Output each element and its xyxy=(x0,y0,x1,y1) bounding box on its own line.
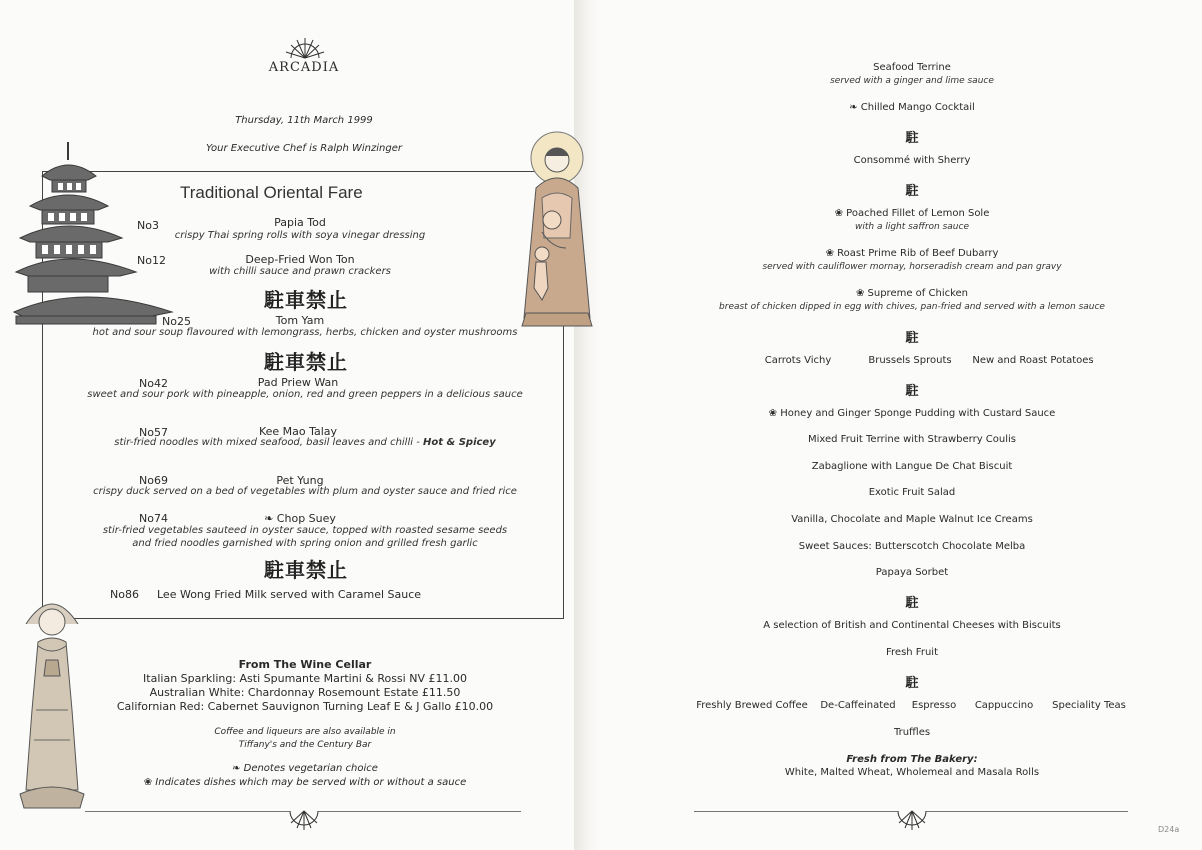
dish-name: Papia Tod xyxy=(274,216,326,229)
bakery-title: Fresh from The Bakery: xyxy=(846,754,978,765)
dish-code: No57 xyxy=(139,426,168,439)
cjk-separator: 駐 xyxy=(905,596,919,611)
wine-line: Italian Sparkling: Asti Spumante Martini & Rossi NV £11.00 xyxy=(143,672,467,685)
dish-description: sweet and sour pork with pineapple, onion, red and green peppers in a delicious sauce xyxy=(87,389,523,400)
cheese-item: A selection of British and Continental Cheeses with Biscuits xyxy=(763,620,1061,631)
menu-date: Thursday, 11th March 1999 xyxy=(235,115,373,126)
dish-description: with chilli sauce and prawn crackers xyxy=(209,266,391,277)
footer-sunburst-icon xyxy=(893,808,931,832)
wine-line: Californian Red: Cabernet Sauvignon Turning Leaf E & J Gallo £10.00 xyxy=(116,700,494,713)
dessert-item: Zabaglione with Langue De Chat Biscuit xyxy=(811,461,1013,472)
dessert-item: Papaya Sorbet xyxy=(875,567,949,578)
vegetarian-note: ❧ Denotes vegetarian choice xyxy=(232,763,378,774)
beverage-item: De-Caffeinated xyxy=(820,700,896,711)
cjk-separator: 駐車禁止 xyxy=(264,288,348,312)
truffles-item: Truffles xyxy=(893,727,931,738)
dish-code: No42 xyxy=(139,377,168,390)
dessert-item: Sweet Sauces: Butterscotch Chocolate Melba xyxy=(798,541,1026,552)
page-code: D24a xyxy=(1158,825,1180,834)
dish-description-line2: and fried noodles garnished with spring onion and grilled fresh garlic xyxy=(132,538,478,549)
dish-name: ❧ Chilled Mango Cocktail xyxy=(849,102,975,113)
dessert-item: Mixed Fruit Terrine with Strawberry Coulis xyxy=(807,434,1017,445)
dish-code: No74 xyxy=(139,512,168,525)
brand-name: ARCADIA xyxy=(268,60,340,75)
dish-name: ❀ Supreme of Chicken xyxy=(855,288,969,299)
dish-name: Kee Mao Talay xyxy=(258,425,338,438)
cjk-separator: 駐車禁止 xyxy=(264,350,348,374)
dish-description: hot and sour soup flavoured with lemongrass, herbs, chicken and oyster mushrooms xyxy=(92,327,518,338)
dish-name: Lee Wong Fried Milk served with Caramel Sauce xyxy=(157,588,422,601)
wine-line: Australian White: Chardonnay Rosemount Estate £11.50 xyxy=(149,686,461,699)
mother-child-illustration-icon xyxy=(512,128,602,330)
dish-description: served with cauliflower mornay, horseradish cream and pan gravy xyxy=(762,262,1062,272)
beverage-item: Freshly Brewed Coffee xyxy=(696,700,808,711)
dish-name: ❧ Chop Suey xyxy=(264,512,336,525)
fruit-item: Fresh Fruit xyxy=(886,647,938,658)
beverage-item: Speciality Teas xyxy=(1052,700,1126,711)
footer-sunburst-icon xyxy=(285,808,323,832)
dish-code: No12 xyxy=(137,254,166,267)
vegetable-item: Carrots Vichy xyxy=(764,355,832,366)
sauce-note: ❀ Indicates dishes which may be served with or without a sauce xyxy=(143,777,467,788)
dish-name: Tom Yam xyxy=(275,314,325,327)
dish-name: ❀ Poached Fillet of Lemon Sole xyxy=(834,208,990,219)
dish-description: served with a ginger and lime sauce xyxy=(830,76,994,86)
dessert-item: Vanilla, Chocolate and Maple Walnut Ice Creams xyxy=(791,514,1033,525)
dish-name: Pet Yung xyxy=(276,474,324,487)
cjk-separator: 駐 xyxy=(905,676,919,691)
dessert-item: ❀ Honey and Ginger Sponge Pudding with Custard Sauce xyxy=(768,408,1056,419)
dish-description: stir-fried vegetables sauteed in oyster sauce, topped with roasted sesame seeds xyxy=(102,525,508,536)
cjk-separator: 駐 xyxy=(905,331,919,346)
dish-name: Seafood Terrine xyxy=(873,62,951,73)
dish-description-text: stir-fried noodles with mixed seafood, basil leaves and chilli - xyxy=(114,437,423,448)
vegetable-item: New and Roast Potatoes xyxy=(972,355,1094,366)
dish-description xyxy=(70,437,540,448)
spicy-warning: Hot & Spicey xyxy=(423,437,496,448)
vegetable-item: Brussels Sprouts xyxy=(868,355,952,366)
dish-name: ❀ Roast Prime Rib of Beef Dubarry xyxy=(825,248,999,259)
cjk-separator: 駐車禁止 xyxy=(264,558,348,582)
bakery-description: White, Malted Wheat, Wholemeal and Masala Rolls xyxy=(784,767,1040,778)
cjk-separator: 駐 xyxy=(905,184,919,199)
chef-credit: Your Executive Chef is Ralph Winzinger xyxy=(206,143,402,154)
beverage-item: Espresso xyxy=(911,700,957,711)
cjk-separator: 駐 xyxy=(905,131,919,146)
wine-title: From The Wine Cellar xyxy=(238,658,372,671)
dish-description: with a light saffron sauce xyxy=(854,222,969,232)
dish-code: No3 xyxy=(137,219,159,232)
sunburst-logo-icon xyxy=(283,36,327,60)
beverage-item: Cappuccino xyxy=(974,700,1034,711)
dessert-item: Exotic Fruit Salad xyxy=(868,487,956,498)
dish-code: No86 xyxy=(110,588,139,601)
dish-description: crispy duck served on a bed of vegetables with plum and oyster sauce and fried rice xyxy=(93,486,517,497)
coffee-note: Coffee and liqueurs are also available in xyxy=(214,727,396,737)
coffee-note: Tiffany's and the Century Bar xyxy=(238,740,372,750)
dish-description: breast of chicken dipped in egg with chives, pan-fried and served with a lemon sauce xyxy=(719,302,1105,312)
dish-code: No25 xyxy=(162,315,191,328)
dish-description: crispy Thai spring rolls with soya vinegar dressing xyxy=(174,230,426,241)
dish-code: No69 xyxy=(139,474,168,487)
cjk-separator: 駐 xyxy=(905,384,919,399)
dish-name: Consommé with Sherry xyxy=(853,155,971,166)
section-title: Traditional Oriental Fare xyxy=(180,183,363,202)
deity-illustration-icon xyxy=(16,590,88,816)
dish-name: Deep-Fried Won Ton xyxy=(245,253,355,266)
dish-name: Pad Priew Wan xyxy=(257,376,339,389)
